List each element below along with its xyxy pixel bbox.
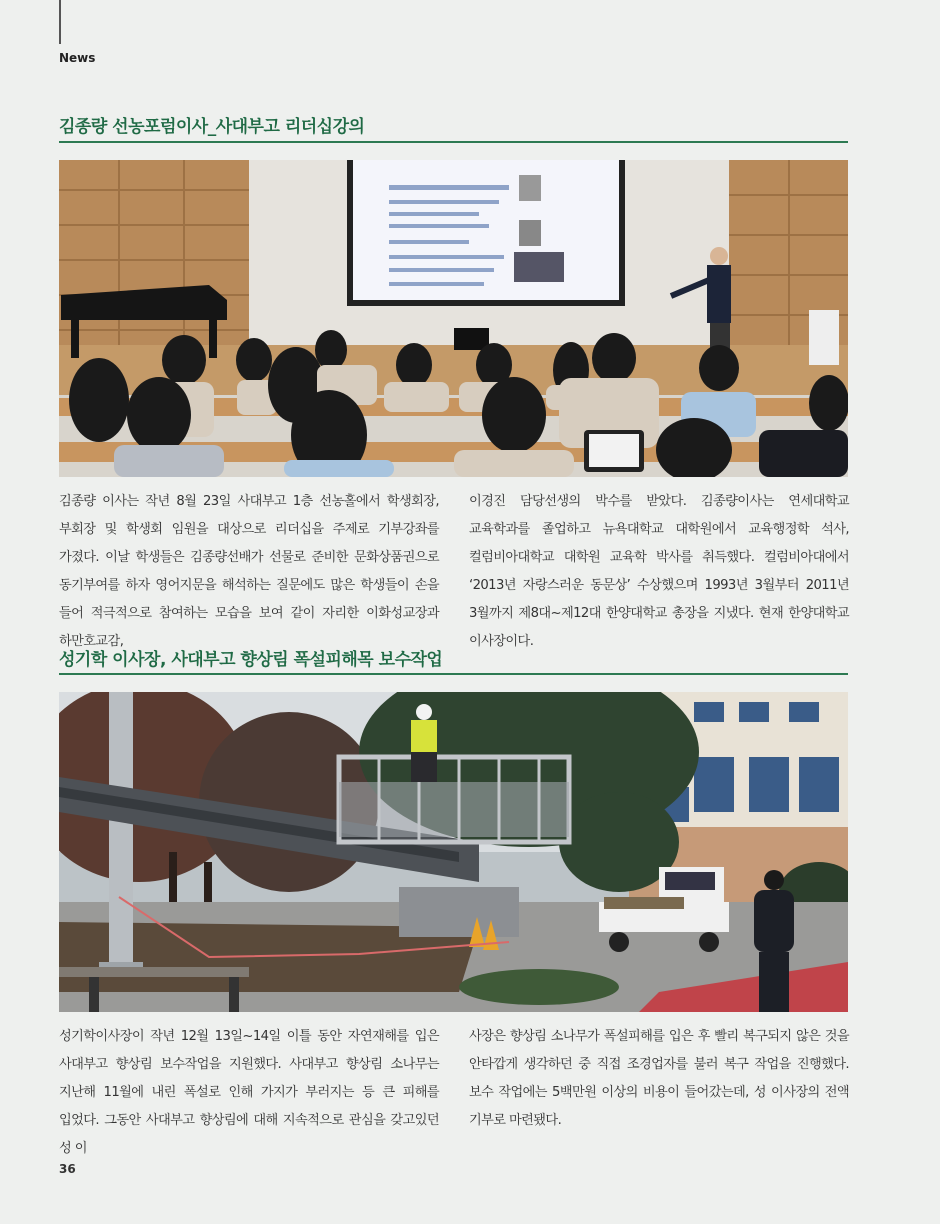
article1-text-left: 김종량 이사는 작년 8월 23일 사대부고 1층 선농홀에서 학생회장, 부회장 및 학생회 임원을 대상으로 리더십을 주제로 기부강좌를 가졌다. 이날 학생들은 김종량선배가 선물로 준비한 문화상품권으로 동기부여를 하자 영어지문을 해석하는 질문에도 많은 학생들이 손을 들어 적극적으로 참여하는 모습을 보여 같이 자리한 이화성교장과 하만호교감,: [59, 494, 439, 649]
tree-repair-photo: [59, 692, 848, 1012]
article1-text-right: 이경진 담당선생의 박수를 받았다. 김종량이사는 연세대학교 교육학과를 졸업하고 뉴욕대학교 대학원에서 교육행정학 석사, 컬럼비아대학교 대학원 교육학 박사를 취득했다. 컬럼비아대에서 ‘2013년 자랑스러운 동문상’ 수상했으며 1993년 3월부터 2011년 3월까지 제8대~제12대 한양대학교 총장을 지냈다. 현재 한양대학교 이사장이다.: [469, 494, 849, 649]
header-line: [59, 0, 61, 44]
article2-text-left: 성기학이사장이 작년 12월 13일~14일 이틀 동안 자연재해를 입은 사대부고 향상림 보수작업을 지원했다. 사대부고 향상림 소나무는 지난해 11월에 내린 폭설로 인해 가지가 부러지는 등 큰 피해를 입었다. 그동안 사대부고 향상림에 대해 지속적으로 관심을 갖고있던 성 이: [59, 1029, 439, 1156]
article2-rule: [59, 673, 848, 675]
article2-text-right: 사장은 향상림 소나무가 폭설피해를 입은 후 빨리 복구되지 않은 것을 안타깝게 생각하던 중 직접 조경업자를 불러 복구 작업을 진행했다. 보수 작업에는 5백만원 이상의 비용이 들어갔는데, 성 이사장의 전액 기부로 마련됐다.: [469, 1029, 849, 1128]
article1-title: 김종량 선농포럼이사_사대부고 리더십강의: [59, 117, 365, 137]
article2-title: 성기학 이사장, 사대부고 향상림 폭설피해목 보수작업: [59, 650, 443, 670]
lecture-photo: [59, 160, 848, 477]
page-number: 36: [59, 1162, 76, 1176]
article1-rule: [59, 141, 848, 143]
section-label: News: [59, 51, 96, 65]
